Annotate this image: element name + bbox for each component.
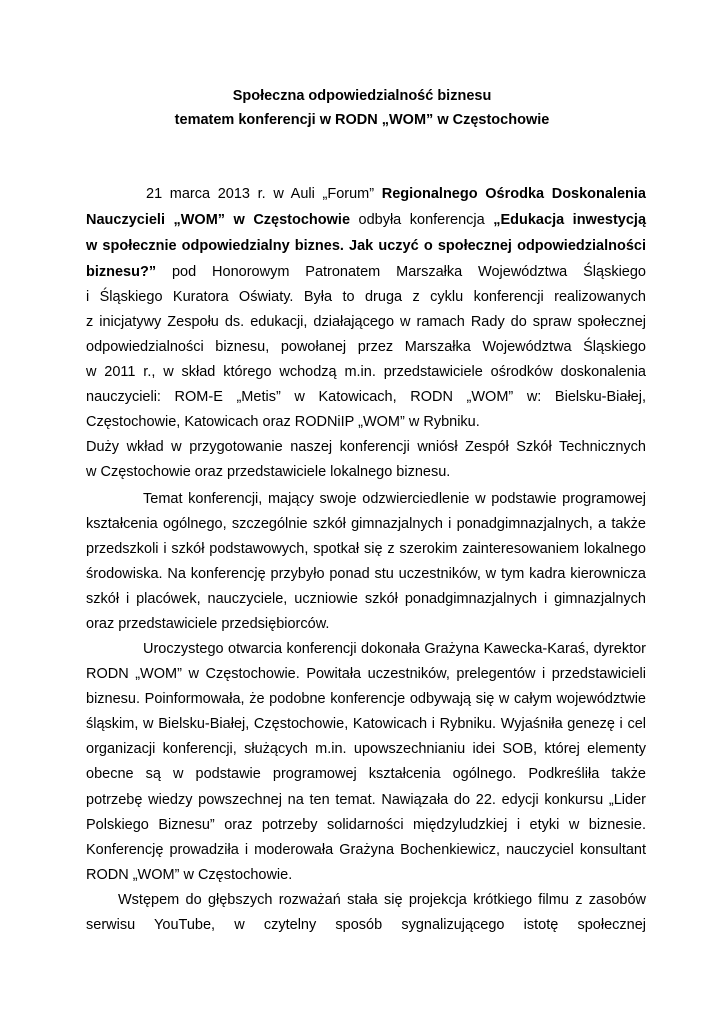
- paragraph-4-line-2: RODN „WOM” w Częstochowie. Powitała uczestników, prelegentów i przedstawicieli: [86, 666, 646, 682]
- paragraph-1-line-1: [146, 184, 646, 204]
- paragraph-3-line-1: Temat konferencji, mający swoje odzwierciedlenie w podstawie programowej: [143, 491, 646, 507]
- paragraph-3-line-2: kształcenia ogólnego, szczególnie szkół gimnazjalnych i ponadgimnazjalnych, a także: [86, 516, 646, 532]
- paragraph-4-line-10: RODN „WOM” w Częstochowie.: [86, 867, 293, 883]
- paragraph-4-line-6: obecne są w podstawie programowej kształcenia ogólnego. Podkreśliła także: [86, 766, 646, 782]
- paragraph-1-line-6: z inicjatywy Zespołu ds. edukacji, działającego w ramach Rady do spraw społecznej: [86, 314, 646, 330]
- paragraph-3-line-6: oraz przedstawiciele przedsiębiorców.: [86, 616, 330, 632]
- bold-text-span: „Edukacja inwestycją: [493, 212, 647, 228]
- paragraph-1-line-7: odpowiedzialności biznesu, powołanej przez Marszałka Województwa Śląskiego: [86, 339, 646, 355]
- paragraph-1-line-8: w 2011 r., w skład którego wchodzą m.in. przedstawiciele ośrodków doskonalenia: [86, 364, 646, 380]
- bold-text-span: biznesu?”: [86, 264, 157, 280]
- paragraph-3-line-4: środowiska. Na konferencję przybyło ponad stu uczestników, w tym kadra kierownicza: [86, 566, 646, 582]
- text-span: pod Honorowym Patronatem Marszałka Województwa Śląskiego: [156, 264, 646, 280]
- paragraph-5-line-2: serwisu YouTube, w czytelny sposób sygnalizującego istotę społecznej: [86, 917, 646, 933]
- document-title-line-2: tematem konferencji w RODN „WOM” w Częstochowie: [174, 112, 550, 128]
- paragraph-4-line-4: śląskim, w Bielsku-Białej, Częstochowie, Katowicach i Rybniku. Wyjaśniła genezę i cel: [86, 716, 646, 732]
- paragraph-5-line-1: Wstępem do głębszych rozważań stała się projekcja krótkiego filmu z zasobów: [118, 892, 646, 908]
- paragraph-4-line-5: organizacji konferencji, służących m.in. upowszechnianiu idei SOB, której elementy: [86, 741, 646, 757]
- paragraph-1-line-10: Częstochowie, Katowicach oraz RODNiIP „WOM” w Rybniku.: [86, 414, 480, 430]
- paragraph-4-line-3: biznesu. Poinformowała, że podobne konferencje odbywają się w całym województwie: [86, 691, 646, 707]
- paragraph-4-line-7: potrzebę wiedzy powszechnej na ten temat. Nawiązała do 22. edycji konkursu „Lider: [86, 792, 646, 808]
- paragraph-3-line-3: przedszkoli i szkół podstawowych, spotkał się z szerokim zainteresowaniem lokalnego: [86, 541, 646, 557]
- paragraph-1-line-3: w społecznie odpowiedzialny biznes. Jak uczyć o społecznej odpowiedzialności: [86, 238, 646, 254]
- paragraph-2-line-1: Duży wkład w przygotowanie naszej konferencji wniósł Zespół Szkół Technicznych: [86, 439, 646, 455]
- paragraph-1-line-9: nauczycieli: ROM-E „Metis” w Katowicach, RODN „WOM” w: Bielsku-Białej,: [86, 389, 646, 405]
- bold-text-span: Nauczycieli „WOM” w Częstochowie: [86, 212, 351, 228]
- paragraph-4-line-8: Polskiego Biznesu” oraz potrzeby solidarności międzyludzkiej i etyki w biznesie.: [86, 817, 646, 833]
- paragraph-1-line-5: i Śląskiego Kuratora Oświaty. Była to druga z cyklu konferencji realizowanych: [86, 289, 646, 305]
- paragraph-2-line-2: w Częstochowie oraz przedstawiciele lokalnego biznesu.: [86, 464, 451, 480]
- paragraph-3-line-5: szkół i placówek, nauczyciele, uczniowie szkół ponadgimnazjalnych i gimnazjalnych: [86, 591, 646, 607]
- paragraph-4-line-9: Konferencję prowadziła i moderowała Grażyna Bochenkiewicz, nauczyciel konsultant: [86, 842, 646, 858]
- text-span: 21 marca 2013 r. w Auli „Forum”: [146, 186, 382, 202]
- text-span: odbyła konferencja: [350, 212, 494, 228]
- document-title-line-1: Społeczna odpowiedzialność biznesu: [232, 88, 492, 104]
- paragraph-1-line-4: [86, 262, 646, 282]
- paragraph-1-line-2: [86, 210, 646, 230]
- bold-text-span: Regionalnego Ośrodka Doskonalenia: [381, 186, 647, 202]
- paragraph-4-line-1: Uroczystego otwarcia konferencji dokonała Grażyna Kawecka-Karaś, dyrektor: [143, 641, 646, 657]
